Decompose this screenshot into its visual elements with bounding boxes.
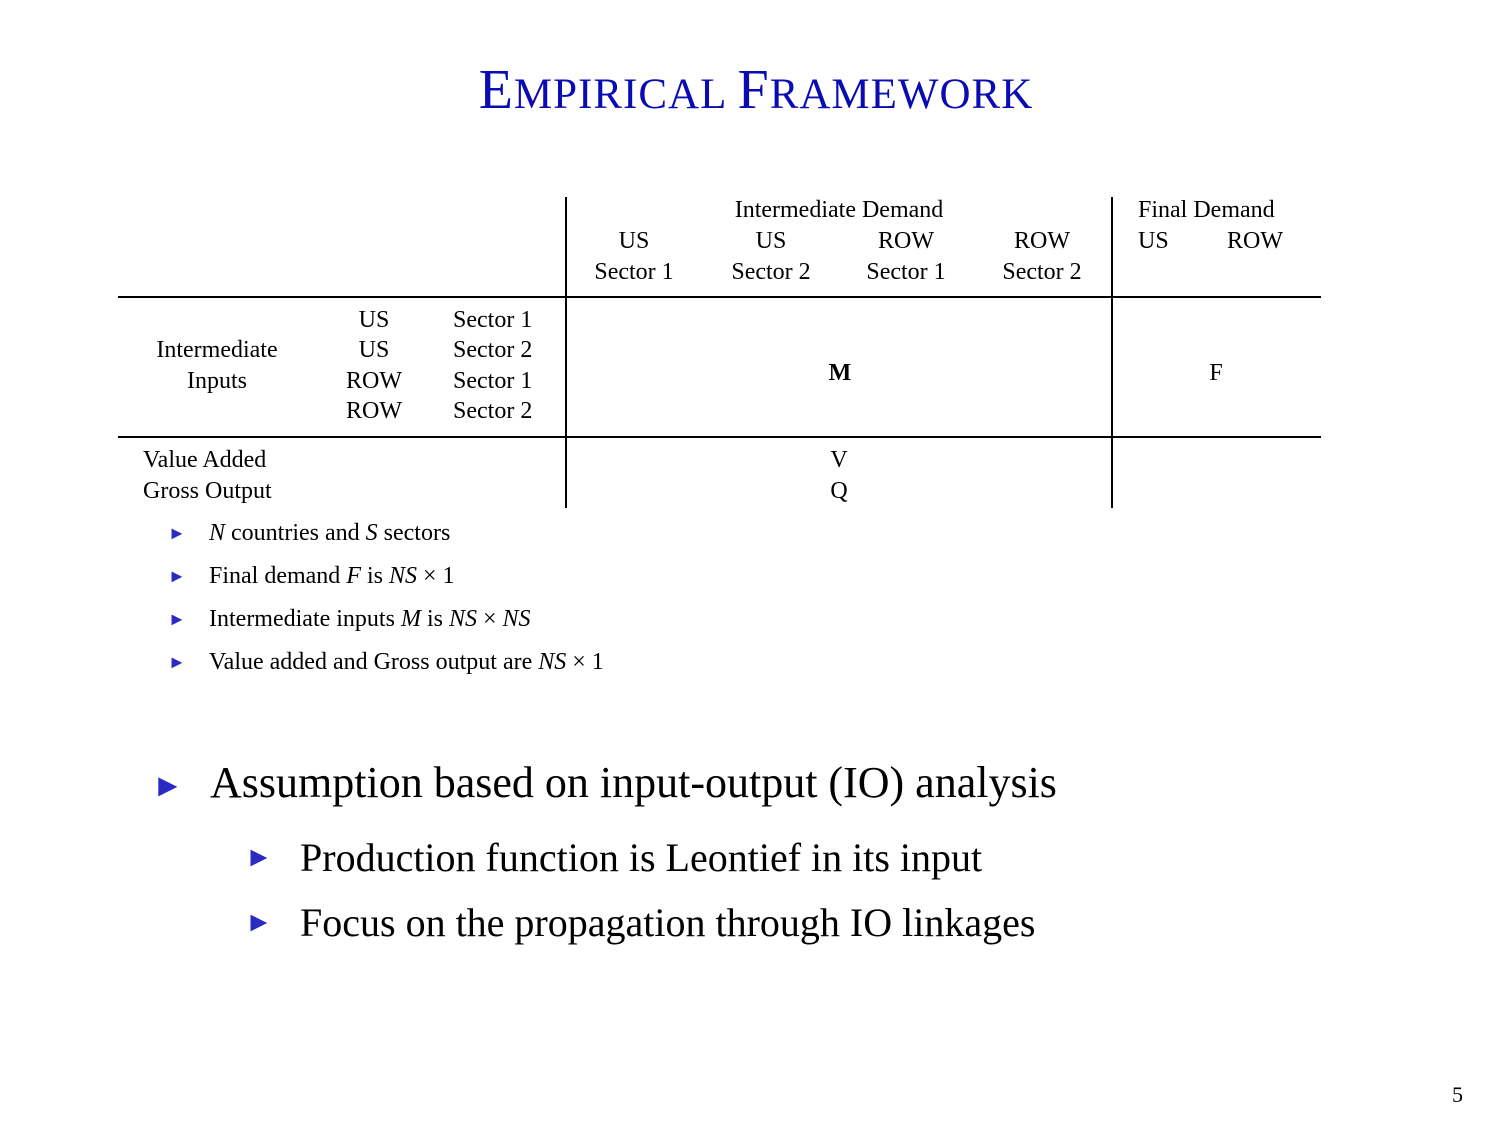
slide-title: EMPIRICAL FRAMEWORK — [478, 59, 1034, 121]
page-number: 5 — [1452, 1082, 1463, 1107]
col-country: US — [618, 228, 650, 254]
col-country: US — [755, 228, 787, 254]
row-country: ROW — [346, 398, 402, 424]
triangle-bullet-icon: ► — [168, 523, 186, 543]
vector-q: Q — [830, 478, 848, 504]
row-country: US — [358, 307, 390, 333]
main-bullet: Assumption based on input-output (IO) analysis — [210, 758, 1057, 807]
matrix-f: F — [1209, 360, 1223, 386]
triangle-bullet-icon: ► — [168, 609, 186, 629]
matrix-m: M — [828, 360, 852, 386]
triangle-bullet-icon: ► — [168, 652, 186, 672]
row-country: ROW — [346, 368, 402, 394]
row-group-label: Intermediate — [156, 337, 278, 363]
row-sector: Sector 2 — [453, 337, 533, 363]
row-sector: Sector 1 — [453, 307, 533, 333]
row-sector: Sector 1 — [453, 368, 533, 394]
table-rule-middle — [118, 436, 1321, 438]
sub-bullet: Focus on the propagation through IO linkages — [300, 900, 1036, 945]
note-item: Final demand F is NS × 1 — [209, 563, 455, 589]
col-sector: Sector 2 — [1002, 259, 1082, 285]
row-group-label: Inputs — [187, 368, 247, 394]
triangle-bullet-icon: ► — [245, 842, 273, 873]
final-demand-header: Final Demand — [1138, 197, 1275, 223]
table-divider-left — [565, 197, 567, 508]
col-sector: Sector 2 — [731, 259, 811, 285]
row-sector: Sector 2 — [453, 398, 533, 424]
vector-v: V — [830, 447, 848, 473]
note-item: Value added and Gross output are NS × 1 — [209, 649, 604, 675]
row-country: US — [358, 337, 390, 363]
note-item: Intermediate inputs M is NS × NS — [209, 606, 531, 632]
value-added-label: Value Added — [143, 447, 267, 473]
sub-bullet: Production function is Leontief in its input — [300, 835, 983, 880]
table-divider-right — [1111, 197, 1113, 508]
col-sector: Sector 1 — [866, 259, 946, 285]
gross-output-label: Gross Output — [143, 478, 272, 504]
col-sector: Sector 1 — [594, 259, 674, 285]
col-country: ROW — [1014, 228, 1070, 254]
table-rule-top — [118, 296, 1321, 298]
final-col-us: US — [1138, 228, 1169, 254]
col-country: ROW — [878, 228, 934, 254]
triangle-bullet-icon: ► — [168, 566, 186, 586]
intermediate-demand-header: Intermediate Demand — [734, 197, 944, 223]
triangle-bullet-icon: ► — [152, 767, 184, 803]
final-col-row: ROW — [1227, 228, 1283, 254]
note-item: N countries and S sectors — [209, 520, 451, 546]
triangle-bullet-icon: ► — [245, 907, 273, 938]
